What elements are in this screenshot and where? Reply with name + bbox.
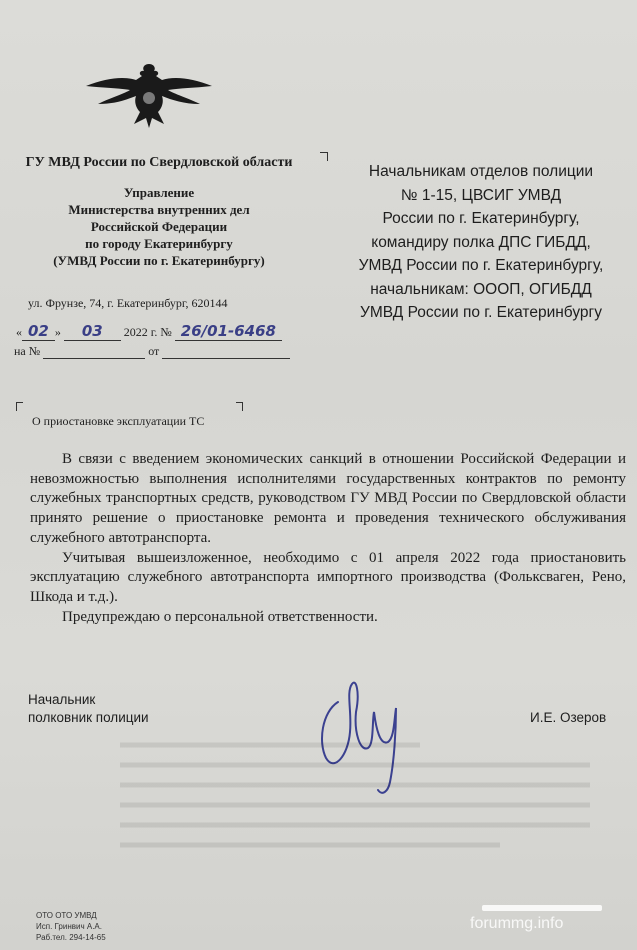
registration-year: 2022 г. № bbox=[123, 325, 172, 339]
sender-department-line: Министерства внутренних дел bbox=[68, 202, 250, 217]
site-watermark bbox=[470, 905, 602, 933]
quote-close: » bbox=[54, 325, 61, 339]
recipient-line: Начальникам отделов полиции bbox=[368, 163, 594, 180]
sender-block bbox=[0, 154, 318, 269]
sender-department-line: Российской Федерации bbox=[90, 219, 228, 234]
subject-line: О приостановке эксплуатации ТС bbox=[32, 414, 205, 428]
recipient-line: командиру полка ДПС ГИБДД, bbox=[371, 233, 591, 251]
address-corner-mark bbox=[320, 152, 328, 161]
body-paragraph: Учитывая вышеизложенное, необходимо с 01 апреля 2022 года приостановить эксплуатацию служебного автотранспорта импортного производства (Фольксваген, Рено, Шкода и т.д.). bbox=[30, 549, 626, 605]
quote-open: « bbox=[16, 325, 22, 339]
registration-date-row bbox=[16, 322, 282, 341]
subject-corner-left bbox=[16, 402, 23, 411]
recipient-line: России по г. Екатеринбургу, bbox=[382, 210, 580, 227]
recipient-line: начальникам: ОООП, ОГИБДД bbox=[370, 280, 592, 298]
footer-line: ОТО ОТО УМВД bbox=[36, 911, 97, 920]
reference-from: от bbox=[148, 344, 160, 358]
sender-address: ул. Фрунзе, 74, г. Екатеринбург, 620144 bbox=[28, 296, 228, 310]
sender-department-line: Управление bbox=[123, 185, 195, 200]
reference-row bbox=[14, 344, 290, 359]
bleed-through-text bbox=[120, 735, 600, 865]
signatory-name: И.Е. Озеров bbox=[530, 710, 607, 725]
signatory-title bbox=[28, 691, 149, 727]
sender-organization: ГУ МВД России по Свердловской области bbox=[25, 155, 293, 170]
watermark-text: forummg.info bbox=[470, 915, 564, 932]
sender-department-line: по городу Екатеринбургу bbox=[85, 236, 233, 251]
sender-department-line: (УМВД России по г. Екатеринбургу) bbox=[53, 253, 265, 268]
recipient-line: УМВД России по г. Екатеринбургу bbox=[360, 304, 602, 321]
rifle-icon bbox=[482, 905, 602, 911]
recipient-line: № 1-15, ЦВСИГ УМВД bbox=[400, 186, 562, 204]
subject-corner-right bbox=[236, 402, 243, 411]
sender-department bbox=[0, 184, 318, 269]
recipient-line: УМВД России по г. Екатеринбургу, bbox=[358, 257, 604, 274]
recipient-block bbox=[336, 160, 626, 325]
signatory-title-line: полковник полиции bbox=[28, 710, 149, 725]
footer-line: Раб.тел. 294-14-65 bbox=[36, 933, 106, 942]
eagle-emblem-icon bbox=[84, 58, 214, 130]
body-paragraph: В связи с введением экономических санкций в отношении Российской Федерации и невозможностью выполнения исполнителями государственных контрактов по ремонту служебных транспортных средств, руководством ГУ МВД России по Свердловской области принято решение о приостановке ремонта и проведения технического обслуживания служебного автотранспорта. bbox=[30, 451, 626, 546]
reference-date-line bbox=[162, 346, 290, 359]
signatory-title-line: Начальник bbox=[28, 692, 96, 707]
letter-body bbox=[30, 450, 626, 627]
reference-number-line bbox=[43, 346, 145, 359]
body-paragraph: Предупреждаю о персональной ответственности. bbox=[62, 608, 378, 625]
registration-month: 03 bbox=[64, 322, 121, 341]
registration-number: 26/01-6468 bbox=[175, 322, 282, 341]
executor-footer bbox=[36, 910, 106, 943]
reference-prefix: на № bbox=[14, 344, 41, 358]
registration-day: 02 bbox=[22, 322, 55, 341]
footer-line: Исп. Гринвич А.А. bbox=[36, 922, 102, 931]
